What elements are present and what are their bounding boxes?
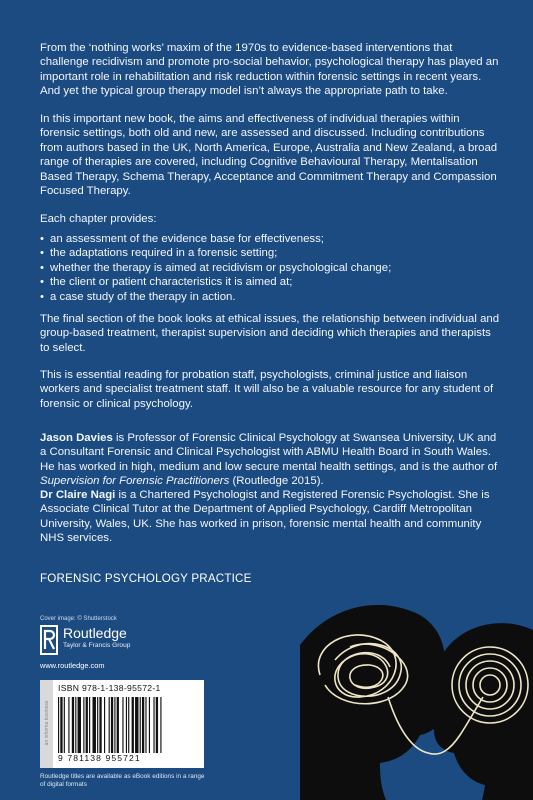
barcode-bar [111, 697, 113, 753]
chapter-list-item: • the adaptations required in a forensic setting; [40, 246, 502, 260]
barcode-bar [72, 697, 74, 753]
barcode-bar [104, 697, 105, 753]
barcode-bar [145, 697, 146, 753]
barcode-bar [58, 697, 59, 753]
chapter-list-item: • whether the therapy is aimed at recidivism or psychological change; [40, 261, 502, 275]
author-bio-1 [40, 431, 502, 489]
blurb-paragraph-2-text: In this important new book, the aims and effectiveness of individual therapies within forensic settings, both old and new, are assessed and discussed. Including contributions from authors based in the UK, North America, Europe, Australia and New Zealand, a broad range of therapies are covered, including Cognitive Behavioural Therapy, Mentalisation Based Therapy, Schema Therapy, Acceptance and Commitment Therapy and Compassion Focused Therapy. [40, 113, 498, 198]
barcode-bar [75, 697, 76, 753]
blurb-paragraph-4-text: This is essential reading for probation staff, psychologists, criminal justice and liaison workers and specialist treatment staff. It will also be a valuable resource for any student of forensic or clinical psychology. [40, 369, 494, 410]
author-1-bio-part2: (Routledge 2015). [229, 475, 324, 488]
author-2-name: Dr Claire Nagi [40, 489, 116, 501]
blurb-paragraph-1-text: From the ‘nothing works’ maxim of the 1970s to evidence-based interventions that challenge recidivism and promote pro-social behavior, psychological therapy has played an important role in rehabilitation and risk reduction within forensic settings in recent years. And yet the typical group therapy model isn’t always the appropriate path to take. [40, 42, 499, 98]
chapter-list-item: • a case study of the therapy in action. [40, 290, 502, 304]
barcode-bar [60, 697, 62, 753]
barcode-bar [93, 697, 96, 753]
barcode-bar [97, 697, 98, 753]
chapter-list [40, 232, 502, 304]
barcode-bar [68, 697, 69, 753]
publisher-group: Taylor & Francis Group [63, 642, 131, 649]
series-title: FORENSIC PSYCHOLOGY PRACTICE [40, 572, 252, 585]
blurb-paragraph-3 [40, 312, 502, 355]
barcode-box [40, 680, 204, 768]
barcode-bar [153, 697, 154, 753]
author-bio-1-text [40, 431, 502, 489]
barcode-bar [132, 697, 134, 753]
publisher-name: Routledge [63, 625, 127, 641]
informa-strip [40, 680, 53, 768]
barcode-bar [64, 697, 65, 753]
barcode-bar [135, 697, 138, 753]
author-1-bio-part1: is Professor of Forensic Clinical Psychology at Swansea University, UK and a Consultant Forensic and Clinical Psychologist with ABMU Health Board in South Wales. He has worked in high, medium and low secure mental health settings, and is the author of [40, 432, 498, 473]
barcode-bar [86, 697, 88, 753]
barcode-bar [156, 697, 158, 753]
blurb-paragraph-2 [40, 112, 502, 198]
chapter-intro [40, 212, 502, 226]
barcode-bar [83, 697, 84, 753]
author-bio-2 [40, 488, 502, 546]
chapter-list-item: • an assessment of the evidence base for effectiveness; [40, 232, 502, 246]
barcode-image [58, 697, 198, 753]
cover-image-credit: Cover image: © Shutterstock [40, 616, 117, 622]
barcode-bar [140, 697, 141, 753]
barcode-bar [89, 697, 90, 753]
blurb-paragraph-3-text: The final section of the book looks at ethical issues, the relationship between individual and group-based treatment, therapist supervision and deciding which therapies and therapists to select. [40, 313, 500, 354]
blurb-paragraph-4 [40, 368, 502, 411]
barcode-bar [142, 697, 144, 753]
barcode-bar [160, 697, 161, 753]
barcode-bar [149, 697, 150, 753]
chapter-intro-text: Each chapter provides: [40, 213, 157, 225]
informa-text: an informa business [44, 700, 50, 746]
barcode-bar [78, 697, 81, 753]
barcode-bar [126, 697, 127, 753]
author-1-name: Jason Davies [40, 432, 113, 444]
ebook-note: Routledge titles are available as eBook editions in a range of digital formats [40, 773, 205, 789]
publisher-url: www.routledge.com [40, 661, 105, 670]
routledge-r-icon [40, 625, 58, 655]
author-2-bio: is a Chartered Psychologist and Registered Forensic Psychologist. She is Associate Clinical Tutor at the Department of Applied Psychology, Cardiff Metropolitan University, Wales, UK. She has worked in prison, forensic mental health and community NHS services. [40, 489, 490, 545]
isbn-text: ISBN 978-1-138-95572-1 [58, 683, 161, 693]
barcode-bar [109, 697, 110, 753]
barcode-bar [114, 697, 115, 753]
barcode-bar [122, 697, 123, 753]
barcode-bar [128, 697, 129, 753]
author-bio-2-text [40, 488, 502, 546]
two-heads-illustration [300, 585, 533, 800]
chapter-list-item: • the client or patient characteristics it is aimed at; [40, 275, 502, 289]
barcode-digits: 9 781138 955721 [58, 753, 141, 763]
barcode-bar [99, 697, 101, 753]
author-1-book-title: Supervision for Forensic Practitioners [40, 475, 230, 488]
publisher-logo [40, 625, 190, 671]
blurb-paragraph-1 [40, 41, 502, 99]
barcode-bar [117, 697, 119, 753]
